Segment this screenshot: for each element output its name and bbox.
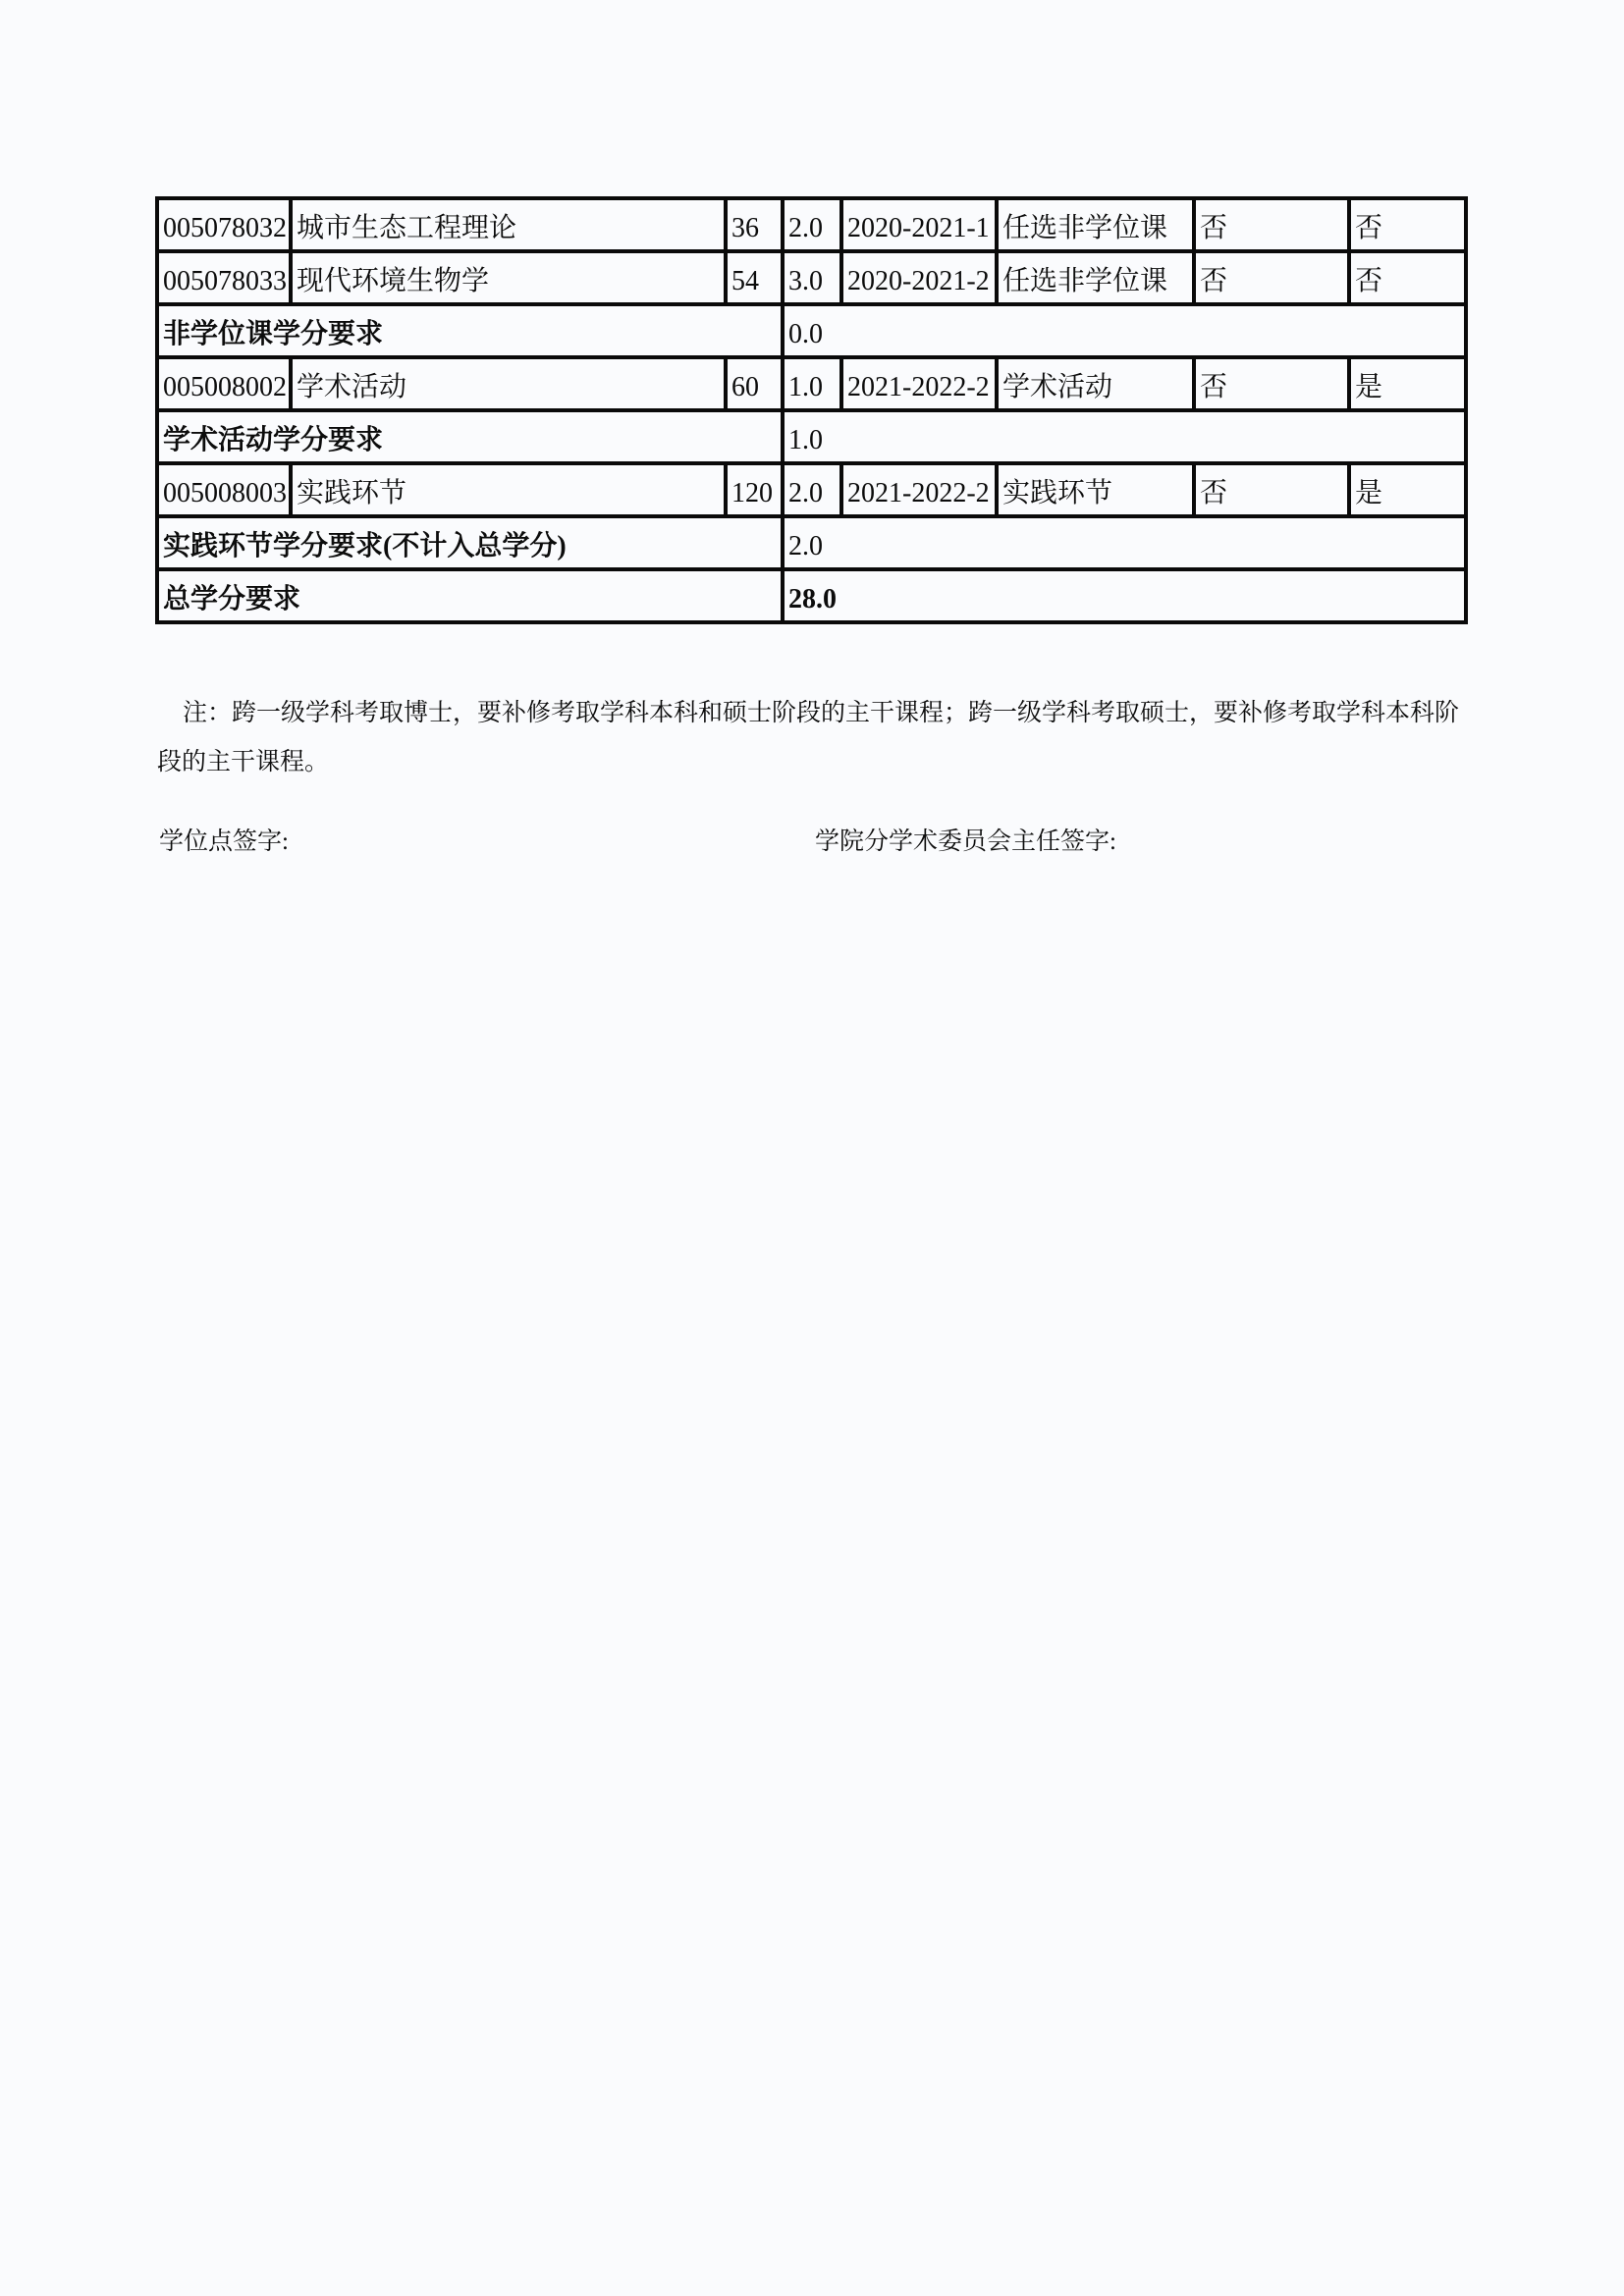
course-code-cell: 005078032 [157, 198, 291, 251]
course-flag1-cell: 否 [1194, 251, 1349, 304]
course-name-cell: 实践环节 [291, 463, 726, 516]
course-type-cell: 任选非学位课 [997, 198, 1194, 251]
summary-label-cell: 非学位课学分要求 [157, 304, 783, 357]
course-flag2-cell: 是 [1349, 357, 1466, 410]
summary-label-cell: 学术活动学分要求 [157, 410, 783, 463]
course-code-cell: 005078033 [157, 251, 291, 304]
summary-row [157, 569, 1466, 622]
course-semester-cell: 2021-2022-2 [841, 357, 997, 410]
course-code-cell: 005008002 [157, 357, 291, 410]
note-line-1: 注：跨一级学科考取博士，要补修考取学科本科和硕士阶段的主干课程；跨一级学科考取硕士，要补修考取学科本科阶 [183, 700, 1460, 726]
course-hours-cell: 60 [726, 357, 783, 410]
course-flag1-cell: 否 [1194, 463, 1349, 516]
summary-value-cell: 1.0 [783, 410, 1466, 463]
summary-row [157, 516, 1466, 569]
course-row [157, 251, 1466, 304]
course-semester-cell: 2021-2022-2 [841, 463, 997, 516]
course-code-cell: 005008003 [157, 463, 291, 516]
summary-value-cell: 2.0 [783, 516, 1466, 569]
course-flag2-cell: 是 [1349, 463, 1466, 516]
course-row [157, 198, 1466, 251]
curriculum-table [155, 196, 1468, 624]
signature-row [0, 818, 1624, 867]
summary-row [157, 410, 1466, 463]
summary-label-cell: 实践环节学分要求(不计入总学分) [157, 516, 783, 569]
note-paragraph [157, 689, 1478, 787]
course-type-cell: 任选非学位课 [997, 251, 1194, 304]
course-credits-cell: 2.0 [783, 463, 841, 516]
course-credits-cell: 1.0 [783, 357, 841, 410]
course-flag1-cell: 否 [1194, 198, 1349, 251]
course-name-cell: 学术活动 [291, 357, 726, 410]
signature-right-label: 学院分学术委员会主任签字: [815, 828, 1116, 855]
summary-value-cell: 28.0 [783, 569, 1466, 622]
course-semester-cell: 2020-2021-2 [841, 251, 997, 304]
course-flag2-cell: 否 [1349, 198, 1466, 251]
summary-label-cell: 总学分要求 [157, 569, 783, 622]
course-type-cell: 实践环节 [997, 463, 1194, 516]
note-line-2: 段的主干课程。 [157, 749, 330, 775]
course-flag1-cell: 否 [1194, 357, 1349, 410]
course-semester-cell: 2020-2021-1 [841, 198, 997, 251]
summary-value-cell: 0.0 [783, 304, 1466, 357]
course-credits-cell: 2.0 [783, 198, 841, 251]
course-flag2-cell: 否 [1349, 251, 1466, 304]
course-hours-cell: 36 [726, 198, 783, 251]
course-credits-cell: 3.0 [783, 251, 841, 304]
course-row [157, 463, 1466, 516]
summary-row [157, 304, 1466, 357]
course-type-cell: 学术活动 [997, 357, 1194, 410]
course-name-cell: 城市生态工程理论 [291, 198, 726, 251]
course-hours-cell: 120 [726, 463, 783, 516]
course-row [157, 357, 1466, 410]
signature-left-label: 学位点签字: [159, 828, 289, 855]
course-name-cell: 现代环境生物学 [291, 251, 726, 304]
course-hours-cell: 54 [726, 251, 783, 304]
